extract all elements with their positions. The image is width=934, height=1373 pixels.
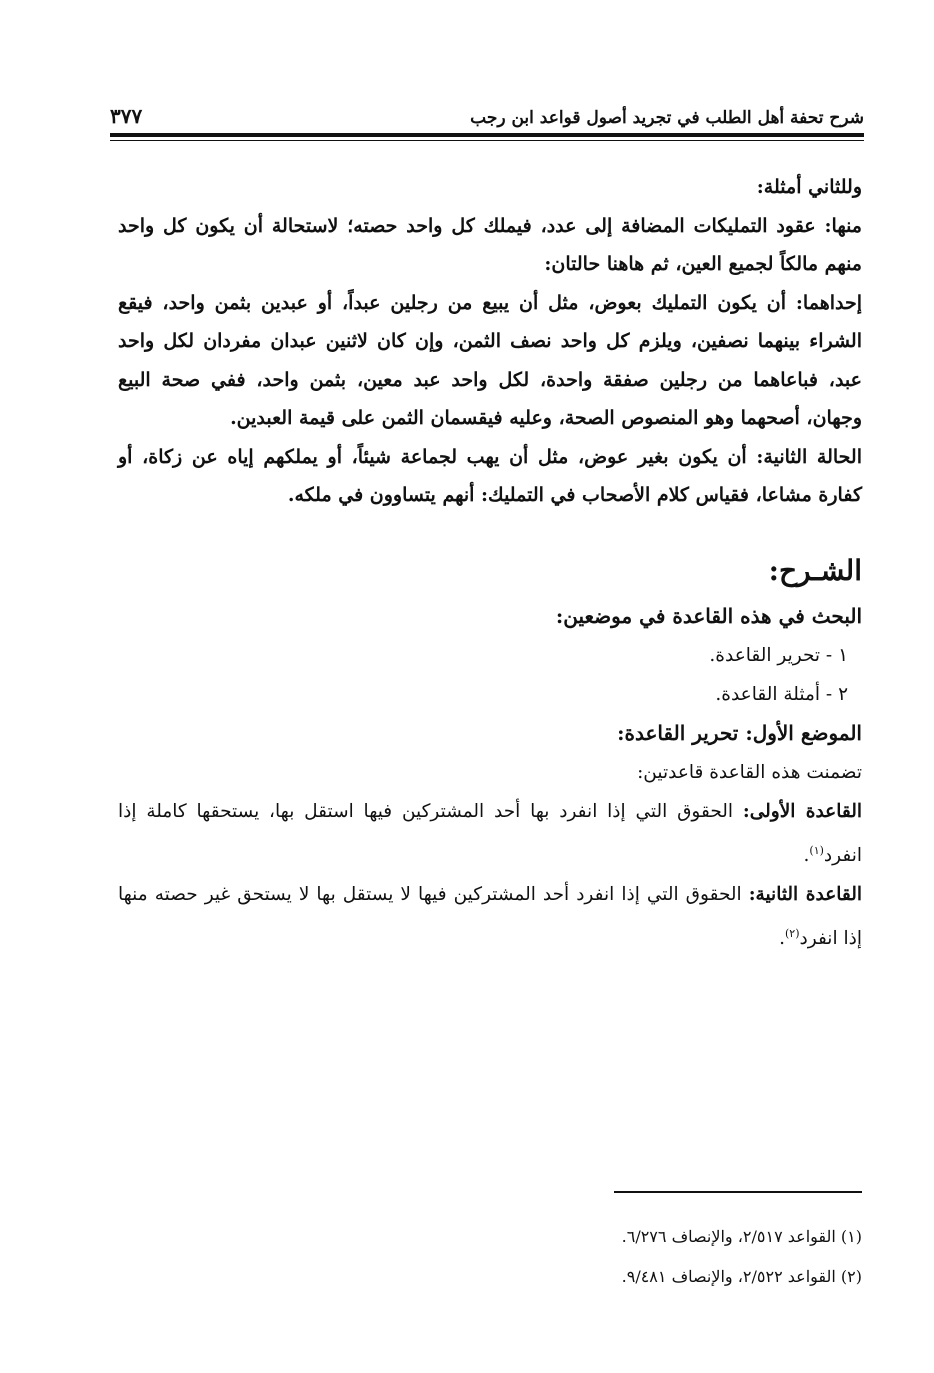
paragraph-text: أن يكون بغير عوض، مثل أن يهب لجماعة شيئاً، أو يملكهم إياه عن زكاة، أو كفارة مشاعا، فقياس كلام الأصحاب في التمليك: أنهم يتساوون في ملكه. (118, 445, 862, 506)
page-header (110, 88, 864, 128)
header-rule-thick (110, 133, 864, 137)
matn-intro: وللثاني أمثلة: (756, 176, 862, 198)
paragraph-label: إحداهما: (795, 291, 862, 314)
footnotes (118, 1217, 862, 1297)
paragraph-text: عقود التمليكات المضافة إلى عدد، فيملك كل واحد حصته؛ لاستحالة أن يكون كل واحد منهم مالكاً لجميع العين، ثم هاهنا حالتان: (118, 214, 862, 275)
rule-paragraph-1: القاعدة الأولى: الحقوق التي إذا انفرد بها أحد المشتركين فيها استقل بها، يستحقها كاملة إذا انفرد$^{(١)}$. (118, 800, 862, 866)
paragraph-label: الحالة الثانية: (756, 445, 862, 468)
footnote-ref[interactable]: (٢) (784, 926, 800, 940)
footnote-ref[interactable]: (١) (809, 843, 824, 857)
rule-label: القاعدة الثانية: (748, 883, 862, 905)
paragraph-label: منها: (824, 214, 862, 237)
sharh-heading: الشـرح: (768, 553, 862, 587)
topic-item: ١ - تحرير القاعدة. (709, 644, 848, 666)
rule-label: القاعدة الأولى: (742, 800, 862, 822)
running-title: شرح تحفة أهل الطلب في تجريد أصول قواعد ابن رجب (470, 108, 864, 128)
header-rule-thin (110, 140, 864, 141)
rule-paragraph-2: القاعدة الثانية: الحقوق التي إذا انفرد أحد المشتركين فيها لا يستقل بها لا يستحق غير حصته منها إذا انفرد$^{(٢)}$. (118, 883, 862, 949)
paragraph-text: أن يكون التمليك بعوض، مثل أن يبيع من رجلين عبداً، أو عبدين بثمن واحد، فيقع الشراء بينهما نصفين، ويلزم كل واحد نصف الثمن، وإن كان لاثنين عبدان مفردان لكل واحد عبد، فباعاهما من رجلين صفقة واحدة، لكل واحد عبد معين، بثمن واحد، ففي صحة البيع وجهان، أصحهما وهو المنصوص الصحة، وعليه فيقسمان الثمن على قيمة العبدين. (118, 291, 862, 429)
rule-text: الحقوق التي إذا انفرد أحد المشتركين فيها لا يستقل بها لا يستحق غير حصته منها إذا انفرد (118, 883, 862, 949)
matn-paragraph-1 (118, 207, 862, 284)
matn-paragraph-2 (118, 284, 862, 438)
section-heading: الموضع الأول: تحرير القاعدة: (617, 720, 862, 745)
footnote-item: (١) القواعد ٢/٥١٧، والإنصاف ٦/٢٧٦. (621, 1227, 862, 1246)
page-number: ٣٧٧ (110, 104, 143, 128)
topics-heading: البحث في هذه القاعدة في موضعين: (555, 603, 862, 628)
section-intro: تضمنت هذه القاعدة قاعدتين: (637, 761, 862, 783)
page-body (118, 168, 862, 958)
footnote-separator (614, 1191, 862, 1193)
topic-item: ٢ - أمثلة القاعدة. (715, 683, 848, 705)
matn-text (118, 168, 862, 515)
rule-text: الحقوق التي إذا انفرد بها أحد المشتركين فيها استقل بها، يستحقها كاملة إذا انفرد (118, 800, 862, 866)
sharh-section (118, 551, 862, 958)
footnote-item: (٢) القواعد ٢/٥٢٢، والإنصاف ٩/٤٨١. (621, 1267, 862, 1286)
matn-paragraph-3 (118, 438, 862, 515)
